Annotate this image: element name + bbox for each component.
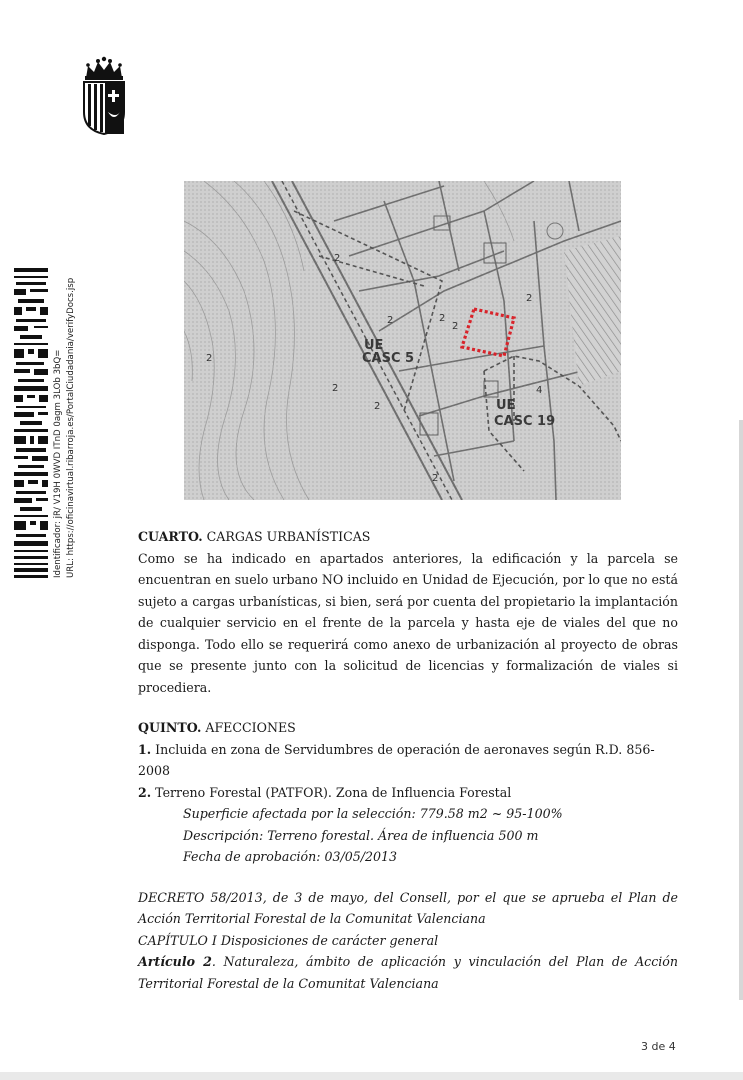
zone-label: 2 (452, 321, 459, 332)
map-background (184, 181, 621, 500)
zone-label: 2 (387, 315, 394, 326)
map-label-ue5-line2: CASC 5 (362, 351, 415, 366)
zone-label: 2 (439, 313, 446, 324)
decree-chapter: CAPÍTULO I Disposiciones de carácter general (138, 932, 439, 948)
afeccion-detail-superficie: Superficie afectada por la selección: 779.58 m2 ~ 95-100% (183, 806, 563, 821)
zone-label: 2 (526, 293, 533, 304)
decree-paragraph: DECRETO 58/2013, de 3 de mayo, del Consell, por el que se aprueba el Plan de Acción Territorial Forestal de la Comunitat Valenciana (138, 889, 678, 926)
section-cuarto-heading: CUARTO. CARGAS URBANÍSTICAS (138, 529, 371, 544)
scrollbar[interactable] (739, 420, 743, 1000)
zone-label: 2 (432, 473, 439, 484)
afeccion-detail-descripcion: Descripción: Terreno forestal. Área de influencia 500 m (183, 827, 539, 843)
section-cuarto-paragraph: Como se ha indicado en apartados anteriores, la edificación y la parcela se encuentran en suelo urbano NO incluido en Unidad de Ejecución, por lo que no está sujeto a cargas urbanísticas, si bien, será por cuenta del propietario la implantación de cualquier servicio en el frente de la parcela y hasta eje de viales del que no disponga. Todo ello se requerirá como anexo de urbanización al proyecto de obras que se presente junto con la solicitud de licencias y formalización de viales si procediera. (138, 550, 678, 695)
decree-article: Artículo 2. Naturaleza, ámbito de aplicación y vinculación del Plan de Acción Territorial Forestal de la Comunitat Valenciana (138, 954, 678, 991)
map-label-ue5-line1: UE (364, 338, 384, 353)
afeccion-item-2: 2. Terreno Forestal (PATFOR). Zona de Influencia Forestal (138, 784, 512, 800)
municipal-crest-logo (80, 56, 128, 136)
map-label-ue19-line2: CASC 19 (494, 414, 556, 429)
zone-label: 4 (536, 385, 543, 396)
page-bottom-strip (0, 1072, 743, 1080)
zone-label: 2 (206, 353, 213, 364)
page-number: 3 de 4 (641, 1040, 676, 1053)
map-label-ue19-line1: UE (496, 398, 516, 413)
document-body (138, 526, 678, 994)
zone-label: 2 (334, 253, 341, 264)
section-quinto-heading: QUINTO. AFECCIONES (138, 720, 296, 735)
afeccion-item-1: 1. Incluida en zona de Servidumbres de operación de aeronaves según R.D. 856-2008 (138, 741, 655, 778)
afeccion-detail-fecha: Fecha de aprobación: 03/05/2013 (183, 849, 398, 864)
verification-text (52, 268, 78, 578)
zone-label: 2 (332, 383, 339, 394)
verification-url[interactable]: URL: https://oficinavirtual.ribarroja.es/PortalCiudadania/verifyDocs.jsp (66, 277, 76, 578)
verification-barcode (14, 268, 48, 578)
verification-identifier: Identificador: jR/ V19H 0WVD ITnD 0agm 3LOb 3bQ= (53, 349, 63, 578)
zone-label: 2 (374, 401, 381, 412)
zoning-map (184, 181, 621, 500)
